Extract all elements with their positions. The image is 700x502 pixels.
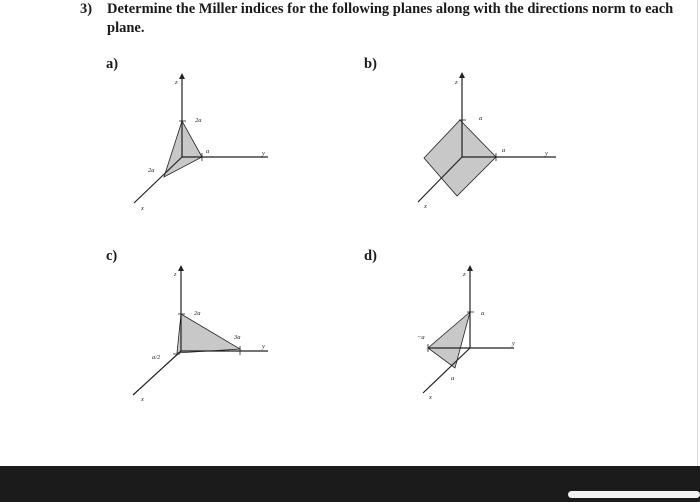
y-label-d: y bbox=[512, 340, 515, 347]
z-label-b: z bbox=[455, 79, 458, 86]
part-label-a: a) bbox=[106, 56, 119, 72]
part-label-d: d) bbox=[364, 248, 377, 264]
intercept-b-y: a bbox=[502, 147, 506, 154]
intercept-a-x: 2a bbox=[148, 167, 155, 174]
y-label-a: y bbox=[262, 150, 265, 157]
figure-a bbox=[134, 76, 268, 212]
intercept-a-z: 2a bbox=[195, 117, 202, 124]
y-label-b: y bbox=[545, 150, 548, 157]
z-label-c: z bbox=[174, 271, 177, 278]
intercept-b-z: a bbox=[479, 115, 483, 122]
intercept-c-z: 2a bbox=[194, 310, 201, 317]
z-label-a: z bbox=[175, 79, 178, 86]
question-text: Determine the Miller indices for the following planes along with the directions norm to each plane. bbox=[107, 1, 674, 36]
intercept-d-x: a bbox=[451, 375, 455, 382]
intercept-c-y: 3a bbox=[234, 334, 241, 341]
part-label-c: c) bbox=[106, 248, 118, 264]
home-indicator[interactable] bbox=[568, 491, 700, 498]
question-number: 3) bbox=[80, 1, 93, 17]
x-label-d: x bbox=[429, 394, 432, 401]
x-label-c: x bbox=[141, 396, 144, 403]
intercept-d-y: −a bbox=[417, 334, 425, 341]
x-label-b: x bbox=[424, 203, 427, 210]
z-label-d: z bbox=[463, 271, 466, 278]
x-label-a: x bbox=[141, 205, 144, 212]
intercept-c-x: a/2 bbox=[152, 354, 161, 361]
intercept-d-z: a bbox=[481, 310, 485, 317]
y-label-c: y bbox=[262, 343, 265, 350]
x-axis-a bbox=[134, 157, 182, 203]
intercept-a-y: a bbox=[206, 148, 210, 155]
plane-c bbox=[177, 314, 240, 353]
figure-c bbox=[133, 268, 268, 403]
plane-d bbox=[428, 312, 470, 368]
part-label-b: b) bbox=[364, 56, 377, 72]
figure-d bbox=[417, 268, 515, 401]
figure-b bbox=[418, 75, 556, 210]
